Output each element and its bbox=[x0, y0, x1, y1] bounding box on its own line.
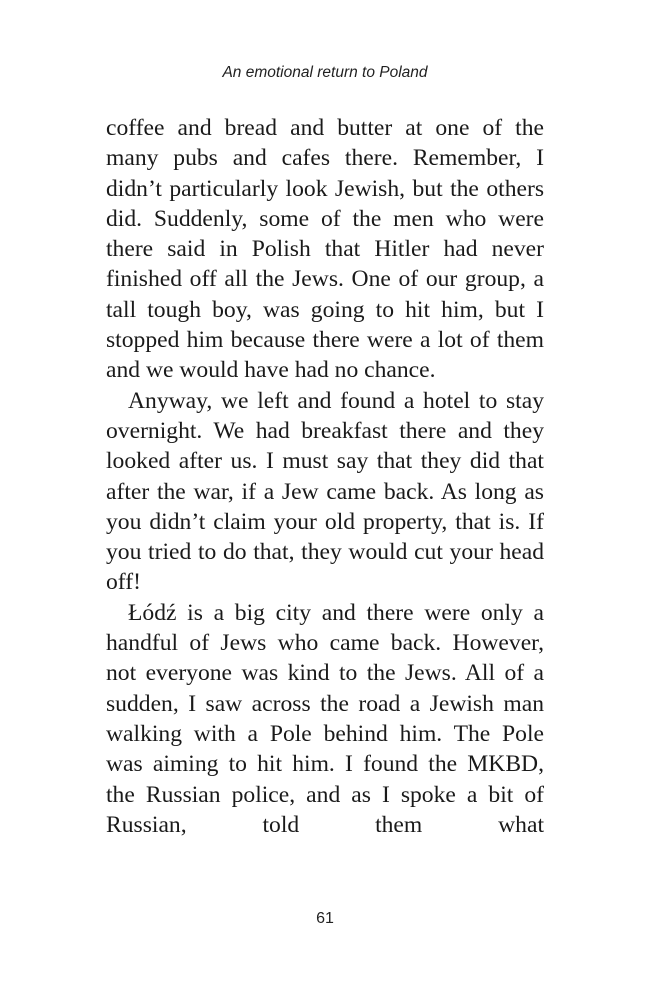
running-head: An emotional return to Poland bbox=[222, 64, 428, 81]
paragraph-2: Anyway, we left and found a hotel to stay overnight. We had breakfast there and they looked after us. I must say that they did that after the war, if a Jew came back. As long as you didn’t claim your old property, that is. If you tried to do that, they would cut your head off! bbox=[106, 387, 544, 596]
body-text bbox=[106, 113, 544, 840]
paragraph-3: Łódź is a big city and there were only a handful of Jews who came back. However, not everyone was kind to the Jews. All of a sudden, I saw across the road a Jewish man walking with a Pole behind him. The Pole was aiming to hit him. I found the MKBD, the Russian police, and as I spoke a bit of Russian, told them what bbox=[106, 599, 544, 838]
paragraph-1: coffee and bread and butter at one of the many pubs and cafes there. Remember, I didn’t particularly look Jewish, but the others did. Suddenly, some of the men who were there said in Polish that Hitler had never finished off all the Jews. One of our group, a tall tough boy, was going to hit him, but I stopped him because there were a lot of them and we would have had no chance. bbox=[106, 115, 544, 384]
page-number: 61 bbox=[316, 910, 334, 927]
